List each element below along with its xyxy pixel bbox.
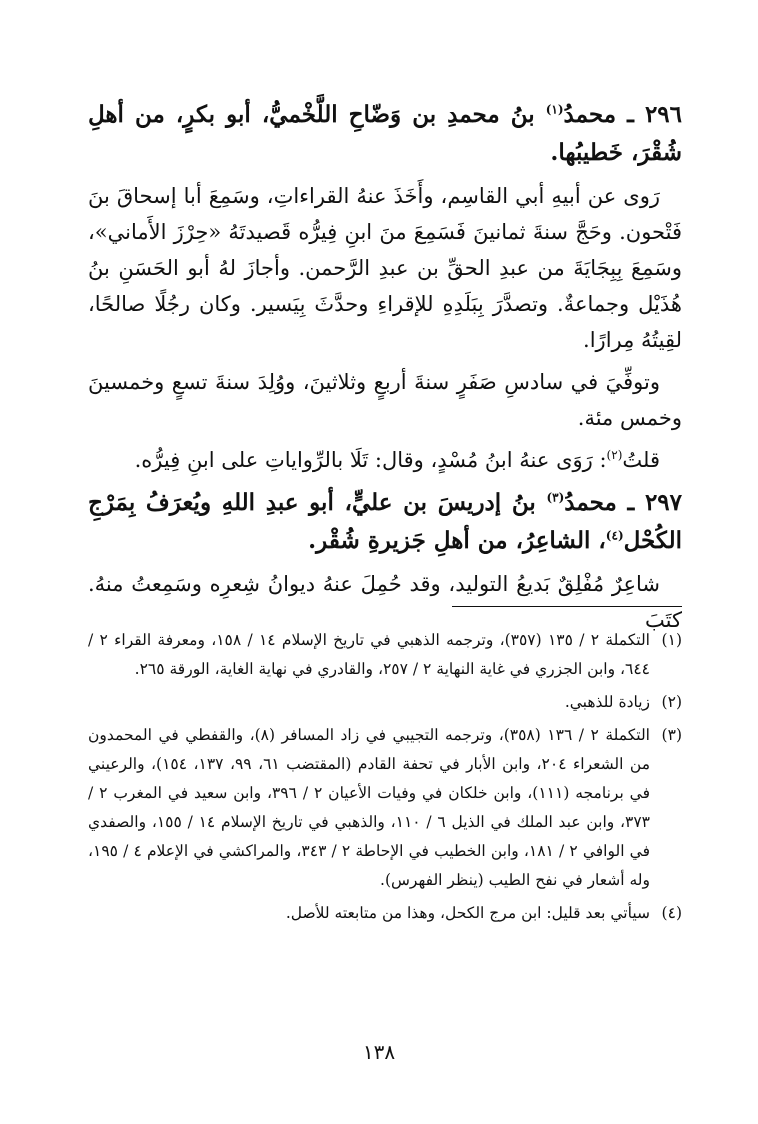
- entry-297-paragraph-1: شاعِرٌ مُفْلِقٌ بَديعُ التوليد، وقد حُمِلَ عنهُ ديوانُ شِعرِه وسَمِعتُ منهُ. كتَبَ: [88, 572, 682, 632]
- entry-297-heading-start: ٢٩٧ ـ محمدُ: [564, 489, 682, 516]
- entry-296-heading: [88, 96, 682, 172]
- entry-296-note: [88, 442, 682, 478]
- main-text: [88, 96, 682, 644]
- page-number: ١٣٨: [362, 1040, 396, 1064]
- footnote-number: (٣): [661, 726, 682, 744]
- footnote-text: سيأتي بعد قليل: ابن مرج الكحل، وهذا من متابعته للأصل.: [285, 904, 650, 922]
- footnote-text: زيادة للذهبي.: [564, 693, 650, 711]
- footnote-ref-1[interactable]: (١): [545, 102, 564, 117]
- footnote-ref-3[interactable]: (٣): [546, 490, 565, 505]
- footnote-3: [88, 721, 682, 895]
- footnote-ref-4[interactable]: (٤): [605, 528, 624, 543]
- footnote-text: التكملة ٢ / ١٣٦ (٣٥٨)، وترجمه التجيبي في زاد المسافر (٨)، والقفطي في المحمدون من الشعراء ٢٠٤، وابن الأبار في تحفة القادم (المقتضب ٦١، ٩٩، ١٣٧، ١٥٤)، والرعيني في برنامجه (١١١)، وابن خلكان في وفيات الأعيان ٢ / ٣٩٦، وابن سعيد في المغرب ٢ / ٣٧٣، وابن عبد الملك في الذيل ٦ / ١١٠، والذهبي في تاريخ الإسلام ١٤ / ١٥٥، والصفدي في الوافي ٢ / ١٨١، وابن الخطيب في الإحاطة ٢ / ٣٤٣، والمراكشي في الإعلام ٤ / ١٩٥، وله أشعار في نفح الطيب (ينظر الفهرس).: [88, 726, 651, 889]
- entry-297-heading-end: ، الشاعِرُ، من أهلِ جَزيرةِ شُقْر.: [308, 527, 606, 554]
- footnote-number: (١): [661, 631, 682, 649]
- footnote-separator: [452, 606, 682, 607]
- footnote-number: (٢): [661, 693, 682, 711]
- entry-296-heading-end: بنُ محمدِ بن وَضّاحِ اللَّخْميُّ، أبو بكرٍ، من أهلِ شُقْرَ، خَطيبُها.: [88, 101, 682, 166]
- note-text: : رَوَى عنهُ ابنُ مُسْدٍ، وقال: تَلَا بالرِّواياتِ على ابنِ فِيرُّه.: [134, 448, 607, 472]
- footnote-4: [88, 899, 682, 928]
- entry-296-heading-start: ٢٩٦ ـ محمدُ: [563, 101, 682, 128]
- entry-297-heading: [88, 484, 682, 560]
- entry-297-heading-middle: بنُ إدريسَ بن عليٍّ، أبو عبدِ اللهِ ويُعرَفُ بِمَرْجِ الكُحْل: [88, 489, 682, 554]
- note-label: قلتُ: [622, 448, 660, 472]
- footnote-2: [88, 688, 682, 717]
- footnote-1: [88, 626, 682, 684]
- footnote-ref-2[interactable]: (٢): [606, 448, 623, 462]
- entry-296-paragraph-1: رَوى عن أبيهِ أبي القاسِم، وأَخَذَ عنهُ القراءاتِ، وسَمِعَ أبا إسحاقَ بنَ فَتْحون. وحَجَّ سنةَ ثمانينَ فَسَمِعَ منَ ابنِ فِيرُّه قَصيدتَهُ «حِرْزَ الأَماني»، وسَمِعَ بِبِجَايَةَ من عبدِ الحقِّ بن عبدِ الرَّحمن. وأجازَ لهُ أبو الحَسَنِ بنُ هُذَيْل وجماعةٌ. وتصدَّرَ بِبَلَدِهِ للإقراءِ وحدَّثَ بِيَسير. وكان رجُلًا صالحًا، لقِيتُهُ مِرارًا.: [88, 184, 682, 352]
- footnote-text: التكملة ٢ / ١٣٥ (٣٥٧)، وترجمه الذهبي في تاريخ الإسلام ١٤ / ١٥٨، ومعرفة القراء ٢ / ٦٤٤، وابن الجزري في غاية النهاية ٢ / ٢٥٧، والقادري في نهاية الغاية، الورقة ٢٦٥.: [88, 631, 650, 678]
- entry-296-paragraph-2: وتوفِّيَ في سادسِ صَفَرٍ سنةَ أربعٍ وثلاثينَ، ووُلِدَ سنةَ تسعٍ وخمسينَ وخمس مئة.: [88, 370, 682, 430]
- footnote-number: (٤): [661, 904, 682, 922]
- footnotes: [88, 626, 682, 932]
